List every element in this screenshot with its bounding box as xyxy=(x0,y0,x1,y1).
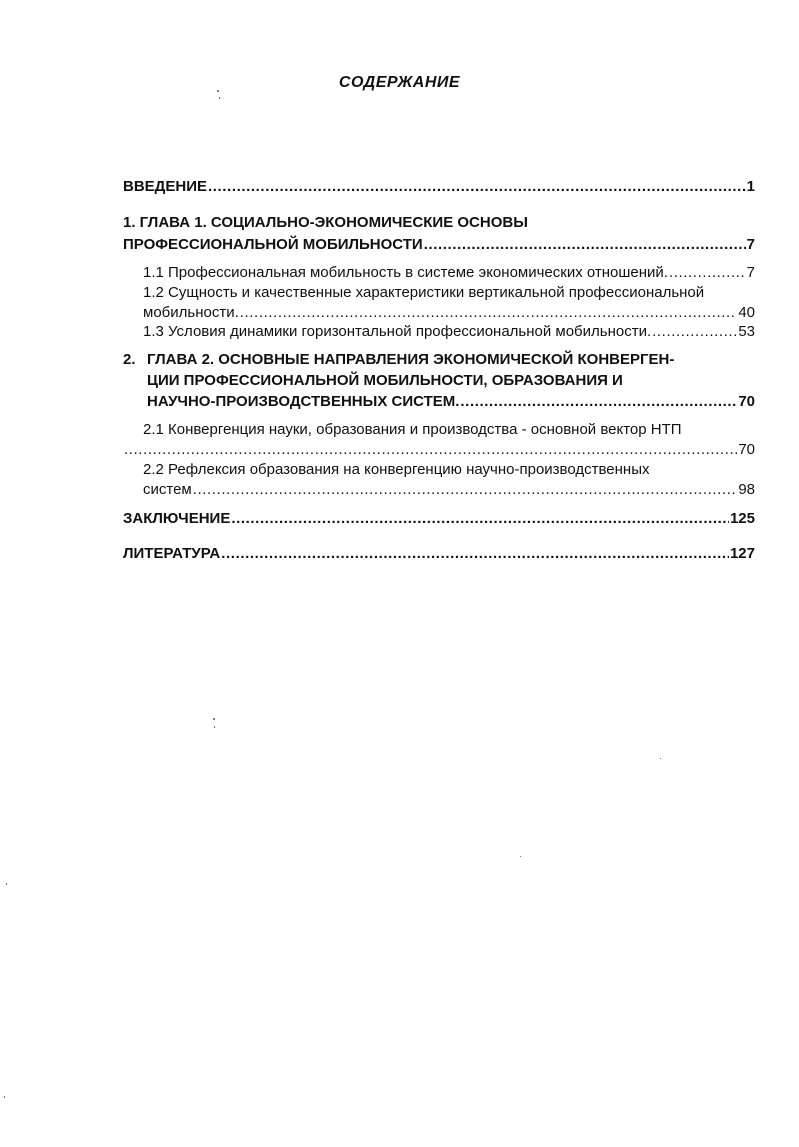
toc-entry-1-2-line1[interactable]: 1.2 Сущность и качественные характеристики вертикальной профессиональной xyxy=(143,284,705,301)
toc-page-number: 127 xyxy=(729,545,755,562)
toc-entry-chapter2[interactable] xyxy=(147,391,755,413)
scan-speck xyxy=(4,1096,5,1098)
scan-speck xyxy=(217,90,219,92)
toc-entry-chapter1[interactable] xyxy=(123,234,755,256)
toc-label: ПРОФЕССИОНАЛЬНОЙ МОБИЛЬНОСТИ xyxy=(123,236,423,253)
toc-leader xyxy=(208,176,746,198)
scan-speck xyxy=(520,856,521,857)
toc-page-number: 70 xyxy=(738,393,755,410)
toc-label: 1.3 Условия динамики горизонтальной профессиональной мобильности. xyxy=(143,323,652,340)
toc-chapter2-number: 2. xyxy=(123,351,136,368)
toc-label: мобильности. xyxy=(143,304,239,321)
toc-label: 1.1 Профессиональная мобильность в системе экономических отношений. xyxy=(143,264,668,281)
toc-label: НАУЧНО-ПРОИЗВОДСТВЕННЫХ СИСТЕМ. xyxy=(147,393,460,410)
toc-entry-conclusion[interactable] xyxy=(123,508,755,530)
page-title: СОДЕРЖАНИЕ xyxy=(338,74,461,91)
toc-entry-1-3[interactable] xyxy=(143,321,755,343)
toc-entry-intro[interactable] xyxy=(123,176,755,198)
toc-page-number: 125 xyxy=(729,510,755,527)
toc-chapter1-line1[interactable]: 1. ГЛАВА 1. СОЦИАЛЬНО-ЭКОНОМИЧЕСКИЕ ОСНОВЫ xyxy=(123,214,528,231)
toc-page-number: 1 xyxy=(746,178,755,195)
toc-leader xyxy=(424,234,746,256)
toc-label: ЗАКЛЮЧЕНИЕ xyxy=(123,510,231,527)
toc-entry-2-1[interactable] xyxy=(123,439,755,461)
toc-entry-2-1-line1[interactable]: 2.1 Конвергенция науки, образования и производства - основной вектор НТП xyxy=(143,421,682,438)
toc-page-number: 40 xyxy=(738,304,755,321)
toc-page-number: 98 xyxy=(738,481,755,498)
toc-page-number: 7 xyxy=(746,236,755,253)
toc-leader xyxy=(221,543,729,565)
toc-leader xyxy=(669,262,746,284)
toc-leader xyxy=(652,321,737,343)
toc-leader xyxy=(231,508,729,530)
toc-page-number: 53 xyxy=(738,323,755,340)
toc-page-number: 70 xyxy=(738,441,755,458)
toc-chapter2-line1[interactable]: ГЛАВА 2. ОСНОВНЫЕ НАПРАВЛЕНИЯ ЭКОНОМИЧЕСКОЙ КОНВЕРГЕН- xyxy=(147,351,675,368)
toc-entry-2-2-line1[interactable]: 2.2 Рефлексия образования на конвергенцию научно-производственных xyxy=(143,461,650,478)
toc-page-number: 7 xyxy=(746,264,755,281)
scan-speck xyxy=(214,726,215,728)
toc-label: ВВЕДЕНИЕ xyxy=(123,178,207,195)
toc-label: систем xyxy=(143,481,192,498)
toc-leader xyxy=(124,439,737,461)
scan-speck xyxy=(213,718,215,720)
toc-leader xyxy=(460,391,737,413)
toc-leader xyxy=(193,479,738,501)
toc-label: ЛИТЕРАТУРА xyxy=(123,545,221,562)
toc-entry-literature[interactable] xyxy=(123,543,755,565)
scan-speck xyxy=(6,883,7,885)
toc-entry-1-1[interactable] xyxy=(143,262,755,284)
scan-speck xyxy=(219,97,220,99)
toc-chapter2-line2[interactable]: ЦИИ ПРОФЕССИОНАЛЬНОЙ МОБИЛЬНОСТИ, ОБРАЗОВАНИЯ И xyxy=(147,372,623,389)
toc-entry-2-2[interactable] xyxy=(143,479,755,501)
scan-speck xyxy=(660,758,661,759)
